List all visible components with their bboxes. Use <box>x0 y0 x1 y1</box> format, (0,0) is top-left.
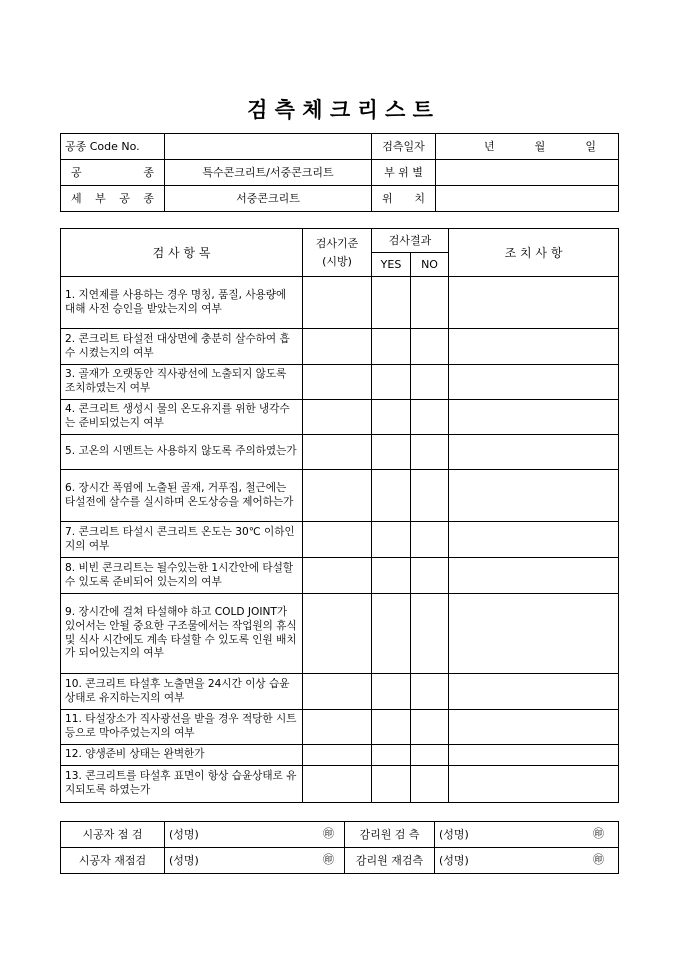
action-cell[interactable] <box>449 594 619 674</box>
no-cell[interactable] <box>411 329 449 365</box>
inspection-date-field[interactable] <box>436 134 619 160</box>
supervisor-inspect-label: 감리원 검 측 <box>345 822 435 848</box>
checklist-item-text: 2. 콘크리트 타설전 대상면에 충분히 살수하여 흡수 시켰는지의 여부 <box>61 329 303 365</box>
no-cell[interactable] <box>411 745 449 766</box>
checklist-item-text: 11. 타설장소가 직사광선을 받을 경우 적당한 시트 등으로 막아주었는지의 여부 <box>61 710 303 745</box>
checklist-item-text: 8. 비빈 콘크리트는 될수있는한 1시간안에 타설할수 있도록 준비되어 있는지의 여부 <box>61 558 303 594</box>
signature-name-label: (성명) <box>439 827 469 841</box>
standard-cell[interactable] <box>303 435 372 470</box>
part-label: 부 위 별 <box>372 160 436 186</box>
standard-cell[interactable] <box>303 594 372 674</box>
action-cell[interactable] <box>449 329 619 365</box>
checklist-item-text: 12. 양생준비 상태는 완벽한가 <box>61 745 303 766</box>
location-field[interactable] <box>436 186 619 212</box>
action-cell[interactable] <box>449 522 619 558</box>
supervisor-reinspect-signature[interactable] <box>435 848 619 874</box>
table-row <box>61 186 619 212</box>
standard-header-line1: 검사기준 <box>315 236 359 250</box>
action-cell[interactable] <box>449 745 619 766</box>
yes-cell[interactable] <box>372 329 411 365</box>
seal-mark: ㊞ <box>593 853 604 866</box>
yes-column-header: YES <box>372 253 411 277</box>
standard-cell[interactable] <box>303 277 372 329</box>
standard-cell[interactable] <box>303 710 372 745</box>
checklist-item-row <box>61 522 619 558</box>
supervisor-inspect-signature[interactable] <box>435 822 619 848</box>
checklist-item-text: 3. 골재가 오랫동안 직사광선에 노출되지 않도록 조치하였는지 여부 <box>61 365 303 400</box>
signature-name-label: (성명) <box>439 853 469 867</box>
checklist-item-row <box>61 365 619 400</box>
standard-cell[interactable] <box>303 400 372 435</box>
action-cell[interactable] <box>449 710 619 745</box>
action-cell[interactable] <box>449 365 619 400</box>
yes-cell[interactable] <box>372 365 411 400</box>
checklist-item-row <box>61 329 619 365</box>
standard-cell[interactable] <box>303 745 372 766</box>
table-row <box>61 134 619 160</box>
checklist-item-text: 4. 콘크리트 생성시 물의 온도유지를 위한 냉각수는 준비되었는지 여부 <box>61 400 303 435</box>
header-info-table <box>60 133 619 212</box>
signature-row <box>61 822 619 848</box>
no-cell[interactable] <box>411 674 449 710</box>
detail-work-type-value[interactable]: 서중콘크리트 <box>165 186 372 212</box>
standard-cell[interactable] <box>303 558 372 594</box>
standard-cell[interactable] <box>303 470 372 522</box>
inspection-date-label: 검측일자 <box>372 134 436 160</box>
no-cell[interactable] <box>411 710 449 745</box>
no-cell[interactable] <box>411 558 449 594</box>
no-cell[interactable] <box>411 766 449 803</box>
standard-cell[interactable] <box>303 674 372 710</box>
checklist-item-text: 9. 장시간에 걸쳐 타설해야 하고 COLD JOINT가 있어서는 안될 중요한 구조물에서는 작업원의 휴식 및 식사 시간에도 계속 타설할 수 있도록 인원 배치가 되어있는지의 여부 <box>61 594 303 674</box>
checklist-item-row <box>61 435 619 470</box>
seal-mark: ㊞ <box>323 853 334 866</box>
yes-cell[interactable] <box>372 522 411 558</box>
no-column-header: NO <box>411 253 449 277</box>
action-cell[interactable] <box>449 277 619 329</box>
standard-header-line2: (시방) <box>322 254 352 268</box>
checklist-item-text: 1. 지연제를 사용하는 경우 명칭, 품질, 사용량에 대해 사전 승인을 받았는지의 여부 <box>61 277 303 329</box>
action-cell[interactable] <box>449 400 619 435</box>
checklist-item-text: 5. 고온의 시멘트는 사용하지 않도록 주의하였는가 <box>61 435 303 470</box>
standard-cell[interactable] <box>303 522 372 558</box>
yes-cell[interactable] <box>372 766 411 803</box>
no-cell[interactable] <box>411 470 449 522</box>
standard-cell[interactable] <box>303 766 372 803</box>
action-cell[interactable] <box>449 470 619 522</box>
checklist-header-row <box>61 229 619 253</box>
seal-mark: ㊞ <box>593 827 604 840</box>
no-cell[interactable] <box>411 400 449 435</box>
supervisor-reinspect-label: 감리원 재검측 <box>345 848 435 874</box>
checklist-table <box>60 228 619 803</box>
action-cell[interactable] <box>449 674 619 710</box>
checklist-item-row <box>61 400 619 435</box>
checklist-item-text: 6. 장시간 폭염에 노출된 골재, 거푸집, 철근에는 타설전에 살수를 실시하며 온도상승을 제어하는가 <box>61 470 303 522</box>
seal-mark: ㊞ <box>323 827 334 840</box>
code-no-label: 공종 Code No. <box>61 134 165 160</box>
checklist-item-row <box>61 766 619 803</box>
signature-table <box>60 821 619 874</box>
standard-column-header <box>303 229 372 277</box>
contractor-recheck-signature[interactable] <box>165 848 345 874</box>
checklist-item-row <box>61 277 619 329</box>
work-type-label: 공 종 <box>61 160 165 186</box>
yes-cell[interactable] <box>372 400 411 435</box>
checklist-item-text: 7. 콘크리트 타설시 콘크리트 온도는 30℃ 이하인지의 여부 <box>61 522 303 558</box>
date-year-label: 년 <box>484 139 495 153</box>
checklist-item-row <box>61 594 619 674</box>
detail-work-type-label: 세 부 공 종 <box>61 186 165 212</box>
yes-cell[interactable] <box>372 710 411 745</box>
action-cell[interactable] <box>449 766 619 803</box>
item-column-header: 검 사 항 목 <box>61 229 303 277</box>
yes-cell[interactable] <box>372 594 411 674</box>
checklist-item-row <box>61 710 619 745</box>
no-cell[interactable] <box>411 435 449 470</box>
no-cell[interactable] <box>411 277 449 329</box>
code-no-field[interactable] <box>165 134 372 160</box>
no-cell[interactable] <box>411 594 449 674</box>
checklist-item-text: 10. 콘크리트 타설후 노출면을 24시간 이상 습윤상태로 유지하는지의 여부 <box>61 674 303 710</box>
yes-cell[interactable] <box>372 435 411 470</box>
contractor-check-signature[interactable] <box>165 822 345 848</box>
checklist-item-row <box>61 558 619 594</box>
yes-cell[interactable] <box>372 674 411 710</box>
yes-cell[interactable] <box>372 277 411 329</box>
work-type-value[interactable]: 특수콘크리트/서중콘크리트 <box>165 160 372 186</box>
action-column-header: 조 치 사 항 <box>449 229 619 277</box>
result-column-header: 검사결과 <box>372 229 449 253</box>
part-field[interactable] <box>436 160 619 186</box>
action-cell[interactable] <box>449 435 619 470</box>
date-month-label: 월 <box>534 139 546 153</box>
signature-row <box>61 848 619 874</box>
signature-name-label: (성명) <box>169 853 199 867</box>
standard-cell[interactable] <box>303 329 372 365</box>
contractor-recheck-label: 시공자 재점검 <box>61 848 165 874</box>
page-title: 검 측 체 크 리 스 트 <box>247 97 433 122</box>
checklist-item-text: 13. 콘크리트를 타설후 표면이 항상 습윤상태로 유지되도록 하였는가 <box>61 766 303 803</box>
checklist-item-row <box>61 470 619 522</box>
signature-name-label: (성명) <box>169 827 199 841</box>
checklist-item-row <box>61 674 619 710</box>
action-cell[interactable] <box>449 558 619 594</box>
no-cell[interactable] <box>411 522 449 558</box>
yes-cell[interactable] <box>372 558 411 594</box>
yes-cell[interactable] <box>372 470 411 522</box>
location-label: 위 치 <box>372 186 436 212</box>
yes-cell[interactable] <box>372 745 411 766</box>
table-row <box>61 160 619 186</box>
no-cell[interactable] <box>411 365 449 400</box>
contractor-check-label: 시공자 점 검 <box>61 822 165 848</box>
standard-cell[interactable] <box>303 365 372 400</box>
checklist-item-row <box>61 745 619 766</box>
date-day-label: 일 <box>585 139 596 153</box>
